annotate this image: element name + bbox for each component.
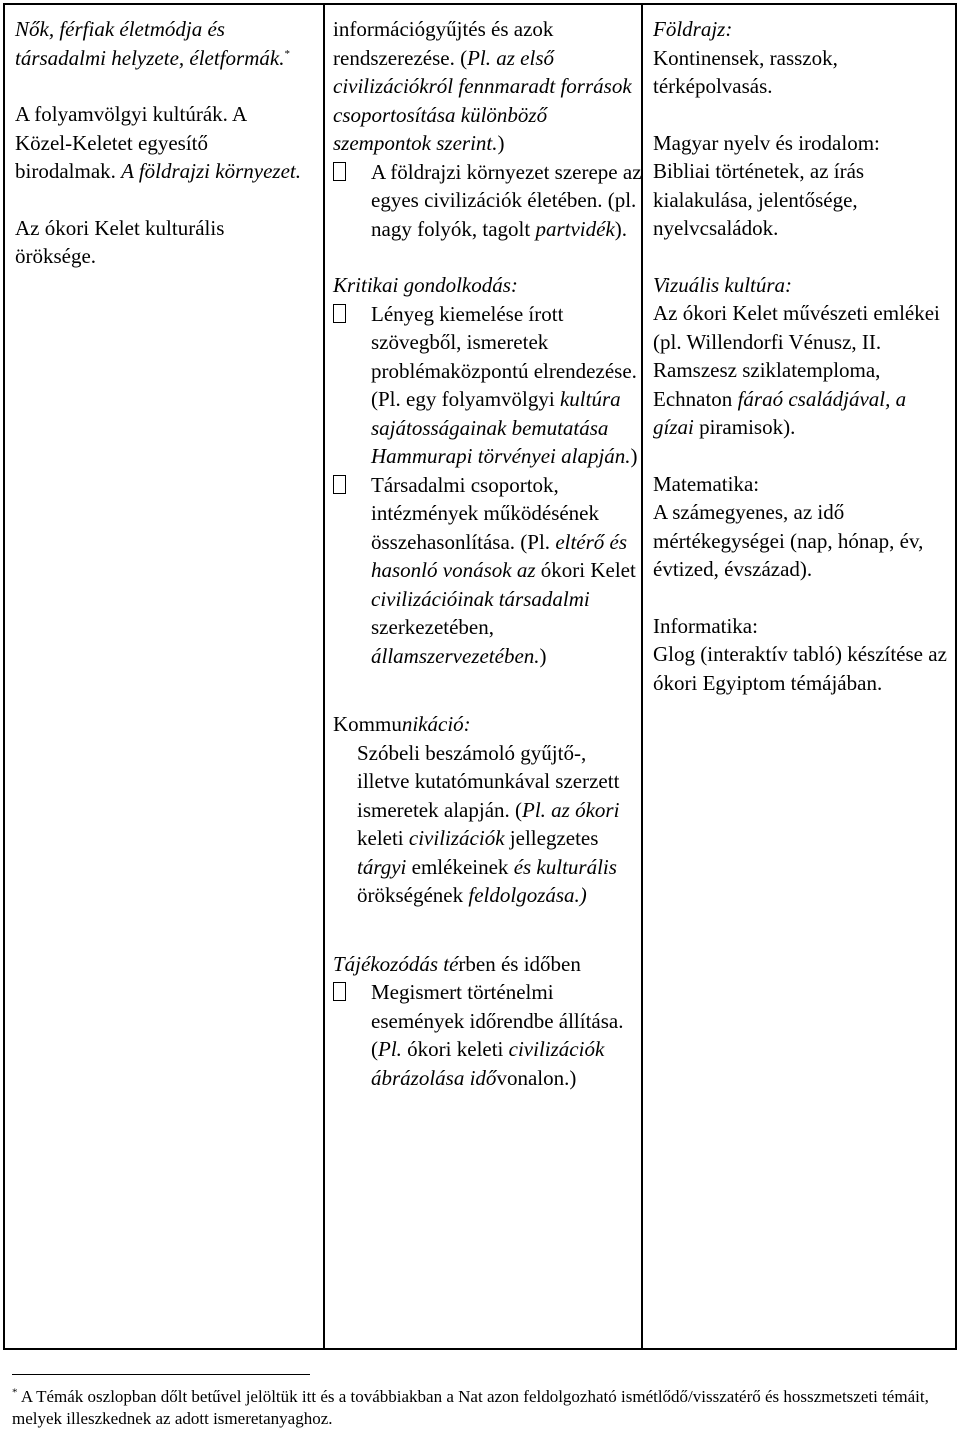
connections-column [653, 15, 948, 697]
informatics-text: Glog (interaktív tabló) készítése az ókori Egyiptom témájában. [653, 642, 947, 695]
bullet-geography: A földrajzi környezet szerepe az egyes civilizációk életében. (pl. nagy folyók, tagolt partvidék). [333, 158, 643, 244]
hungarian-heading: Magyar nyelv és irodalom: [653, 130, 880, 155]
bullet-social-groups: Társadalmi csoportok, intézmények működésének összehasonlítása. (Pl. eltérő és hasonló vonások az ókori Kelet civilizációinak társadalmi szerkezetében, államszervezetében.) [333, 471, 643, 671]
topics-column [15, 15, 305, 271]
footnote: * A Témák oszlopban dőlt betűvel jelöltük itt és a továbbiakban a Nat azon feldolgozható ismétlődő/visszatérő és hosszmetszeti témáit, melyek illeszkednek az adott ismeretanyaghoz. [12, 1386, 929, 1428]
bullet-box-icon [333, 162, 346, 181]
topic-ancient-east-heritage: Az ókori Kelet kulturális öröksége. [15, 215, 225, 268]
curriculum-table [3, 3, 957, 1350]
info-gathering-text: információgyűjtés és azok rendszerezése. (Pl. az első civilizációkról fennmaradt források csoportosítása különböző szempontok szerint.) [333, 17, 632, 155]
bullet-box-icon [333, 475, 346, 494]
communication-heading: Kommunikáció: [333, 712, 471, 736]
column-divider-1 [323, 5, 325, 1348]
math-text: A számegyenes, az idő mértékegységei (nap, hónap, év, évtized, évszázad). [653, 500, 924, 581]
bullet-box-icon [333, 304, 346, 323]
visual-culture-heading: Vizuális kultúra: [653, 272, 793, 297]
bullet-box-icon [333, 982, 346, 1001]
footnote-separator [12, 1374, 310, 1375]
bullet-essence: Lényeg kiemelése írott szövegből, ismeretek problémaközpontú elrendezése. (Pl. egy folyamvölgyi kultúra sajátosságainak bemutatása Hammurapi törvényei alapján.) [333, 300, 643, 471]
informatics-heading: Informatika: [653, 613, 758, 638]
skills-column [333, 15, 643, 1092]
topic-women-men: Nők, férfiak életmódja és társadalmi helyzete, életformák.* [15, 17, 290, 70]
visual-culture-text: Az ókori Kelet művészeti emlékei (pl. Willendorfi Vénusz, II. Ramszesz sziklatemploma, Echnaton fáraó családjával, a gízai piramisok). [653, 301, 940, 439]
geography-heading: Földrajz: [653, 17, 733, 41]
orientation-heading: Tájékozódás térben és időben [333, 951, 581, 976]
hungarian-text: Bibliai történetek, az írás kialakulása, jelentősége, nyelvcsaládok. [653, 159, 865, 240]
bullet-chronology: Megismert történelmi események időrendbe állítása. (Pl. ókori keleti civilizációk ábrázolása idővonalon.) [333, 978, 643, 1092]
communication-text: Szóbeli beszámoló gyűjtő-, illetve kutatómunkával szerzett ismeretek alapján. (Pl. az ókori keleti civilizációk jellegzetes tárgyi emlékeinek és kulturális örökségének feldolgozása.) [357, 740, 620, 907]
topic-river-cultures: A folyamvölgyi kultúrák. A Közel-Keletet egyesítő birodalmak. A földrajzi környezet. [15, 102, 301, 183]
math-heading: Matematika: [653, 471, 760, 496]
geography-text: Kontinensek, rasszok, térképolvasás. [653, 45, 838, 98]
critical-thinking-heading: Kritikai gondolkodás: [333, 273, 518, 297]
